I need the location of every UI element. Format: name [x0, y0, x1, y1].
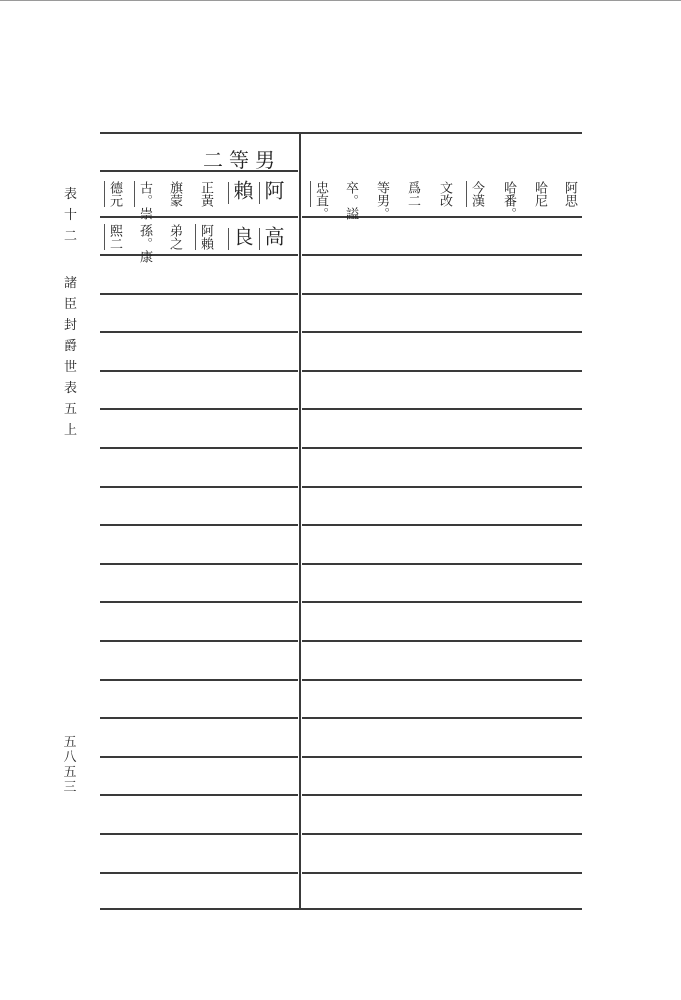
name-marker	[466, 181, 467, 207]
row-rule-right	[302, 447, 582, 449]
entry-col-4-top: 旗蒙	[167, 181, 182, 207]
gutter-char: 表	[64, 381, 78, 396]
row-rule-right	[302, 486, 582, 488]
name-marker	[195, 224, 196, 250]
row-rule-left	[100, 717, 298, 719]
note-col-2: 哈尼	[532, 181, 547, 207]
row-rule-left	[100, 486, 298, 488]
gutter-char: 諸	[64, 276, 78, 291]
row-rule-right	[302, 794, 582, 796]
rank-header: 二等男	[203, 148, 281, 172]
row-rule-right	[302, 408, 582, 410]
entry-col-5-bottom: 孫。康	[137, 224, 152, 263]
row-rule-left	[100, 833, 298, 835]
row-rule-right	[302, 640, 582, 642]
entry-col-6-bottom: 熙二	[107, 224, 122, 250]
name-col-1-top: 阿	[261, 180, 285, 200]
row-rule-right	[302, 679, 582, 681]
name-marker	[104, 224, 105, 250]
note-col-1: 阿思	[562, 181, 577, 207]
name-col-1-bottom: 高	[261, 226, 285, 246]
note-col-8: 卒。謚	[343, 181, 358, 220]
row-rule-left	[100, 563, 298, 565]
name-col-2-bottom: 良	[230, 226, 254, 246]
entry-col-3-top: 正黃	[198, 181, 213, 207]
name-marker	[104, 181, 105, 207]
row-rule-left	[100, 293, 298, 295]
note-col-5: 文改	[437, 181, 452, 207]
gutter-char: 臣	[64, 297, 78, 312]
row-rule-right	[302, 370, 582, 372]
gutter-char: 表	[64, 187, 78, 202]
row-rule-left	[100, 524, 298, 526]
row-rule-left	[100, 254, 298, 256]
note-col-9: 忠直。	[313, 181, 328, 220]
name-marker	[228, 182, 229, 204]
entry-col-6-top: 德元	[107, 181, 122, 207]
row-rule-left	[100, 640, 298, 642]
row-rule-right	[302, 331, 582, 333]
row-rule-right	[302, 524, 582, 526]
row-rule-right	[302, 872, 582, 874]
row-rule-left	[100, 756, 298, 758]
row-rule-right	[302, 293, 582, 295]
note-col-4: 今漢	[469, 181, 484, 207]
row-rule-right	[302, 833, 582, 835]
name-marker	[259, 182, 260, 204]
gutter-char: 爵	[64, 339, 78, 354]
row-rule-left	[100, 447, 298, 449]
note-col-7: 等男。	[374, 181, 389, 220]
gutter-char: 十	[64, 208, 78, 223]
row-rule-left	[100, 601, 298, 603]
name-marker	[228, 228, 229, 250]
name-marker	[310, 181, 311, 207]
page-number: 五八五三	[63, 735, 77, 795]
gutter-char: 五	[64, 402, 78, 417]
row-rule-right	[302, 717, 582, 719]
gutter-char: 世	[64, 360, 78, 375]
gutter-char: 上	[64, 423, 78, 438]
row-rule-left	[100, 408, 298, 410]
row-rule-right	[302, 563, 582, 565]
name-col-2-top: 賴	[230, 180, 254, 200]
entry-col-5-top: 古。崇	[137, 181, 152, 220]
name-marker	[259, 228, 260, 250]
gutter-char: 二	[64, 229, 78, 244]
table-top-rule	[100, 132, 582, 134]
table-bottom-rule	[100, 908, 582, 910]
column-divider	[299, 133, 301, 909]
entry-col-3-bottom: 阿賴	[198, 224, 213, 250]
row-rule-left	[100, 331, 298, 333]
gutter-title	[64, 188, 77, 445]
row-rule-right	[302, 756, 582, 758]
note-col-3: 哈番。	[501, 181, 516, 220]
note-col-6: 爲二	[405, 181, 420, 207]
top-edge-line	[0, 0, 681, 1]
row-rule-left	[100, 794, 298, 796]
name-marker	[134, 181, 135, 207]
gutter-char: 封	[64, 318, 78, 333]
row-rule-right	[302, 601, 582, 603]
row-rule-left	[100, 679, 298, 681]
row-rule-right	[302, 254, 582, 256]
row-rule-left	[100, 370, 298, 372]
row-rule-left	[100, 872, 298, 874]
entry-col-4-bottom: 弟之	[167, 224, 182, 250]
row-rule	[100, 216, 298, 218]
